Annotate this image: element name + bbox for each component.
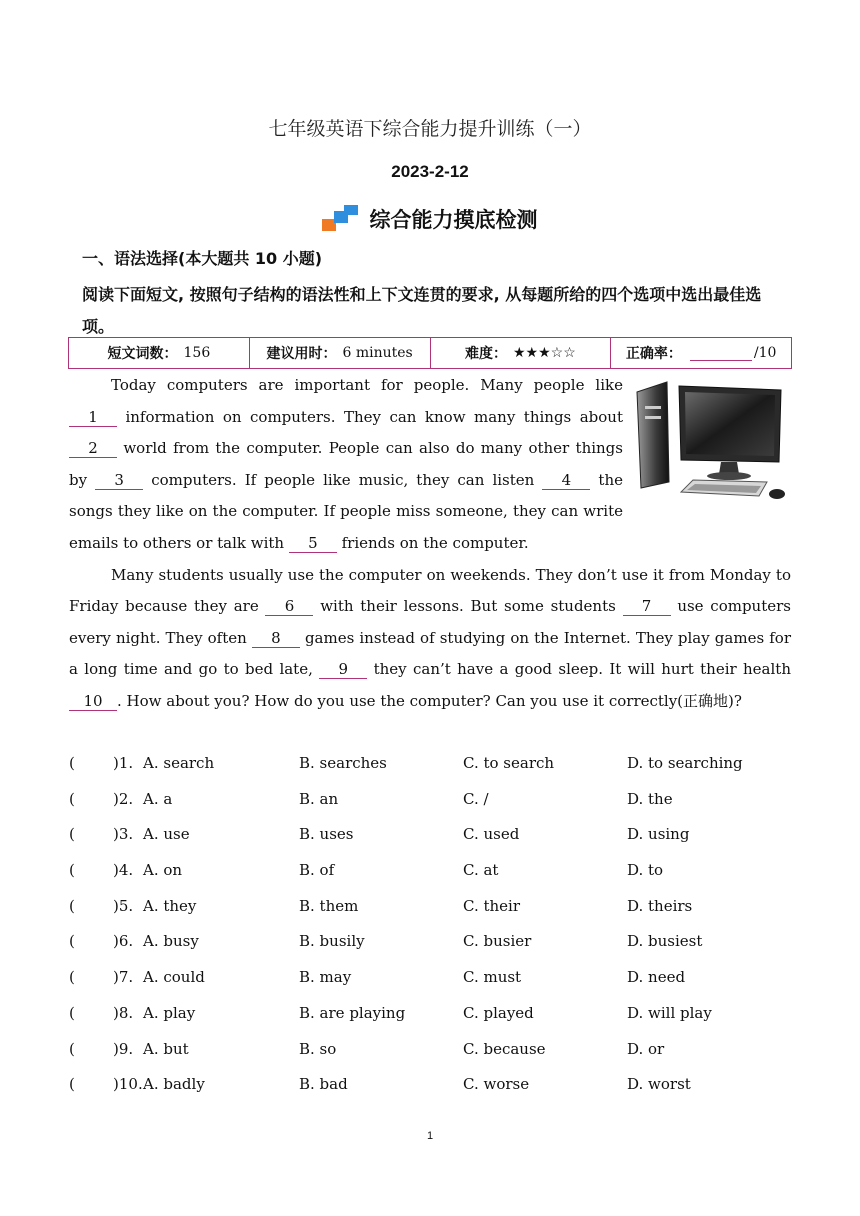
option-c[interactable]: C. at — [463, 861, 499, 880]
option-d[interactable]: D. theirs — [627, 896, 693, 915]
option-a[interactable]: A. could — [143, 968, 205, 987]
option-a[interactable]: A. play — [143, 1003, 196, 1022]
section-heading-text: 综合能力摸底检测 — [369, 208, 538, 232]
question-row — [69, 748, 809, 784]
word-count-value: 156 — [183, 345, 211, 361]
option-a[interactable]: A. they — [143, 896, 197, 915]
option-b[interactable]: B. are playing — [299, 1003, 406, 1022]
question-row — [69, 926, 809, 962]
question-number: )9. — [113, 1039, 134, 1058]
option-a[interactable]: A. use — [143, 825, 190, 844]
blank-4[interactable]: 4 — [542, 471, 590, 490]
question-number: )10. — [113, 1075, 143, 1094]
time-cell — [249, 338, 430, 368]
info-bar — [68, 337, 792, 369]
blank-10[interactable]: 10 — [69, 692, 117, 711]
answer-paren[interactable]: ( — [69, 1075, 75, 1094]
option-d[interactable]: D. busiest — [627, 932, 703, 951]
word-count-label: 短文词数： — [107, 346, 178, 362]
option-a[interactable]: A. search — [143, 754, 215, 772]
option-c[interactable]: C. to search — [463, 754, 555, 772]
question-row — [69, 1069, 809, 1105]
option-c[interactable]: C. played — [463, 1003, 534, 1022]
answer-paren[interactable]: ( — [69, 825, 75, 844]
question-number: )3. — [113, 825, 134, 844]
blank-8[interactable]: 8 — [252, 629, 300, 648]
option-c[interactable]: C. their — [463, 896, 521, 915]
option-d[interactable]: D. will play — [627, 1003, 712, 1022]
section-heading — [0, 204, 860, 234]
option-b[interactable]: B. searches — [299, 754, 387, 772]
question-number: )8. — [113, 1003, 134, 1022]
option-d[interactable]: D. to searching — [627, 754, 743, 772]
difficulty-stars: ★★★☆☆ — [512, 345, 576, 361]
page-number: 1 — [426, 1130, 434, 1142]
desktop-computer-illustration — [633, 376, 791, 506]
question-number: )2. — [113, 789, 134, 808]
option-d[interactable]: D. or — [627, 1039, 665, 1058]
document-date: 2023-2-12 — [391, 162, 469, 181]
option-b[interactable]: B. so — [299, 1039, 337, 1058]
question-row — [69, 998, 809, 1034]
option-d[interactable]: D. using — [627, 825, 690, 844]
passage-paragraph-2: Many students usually use the computer on weekends. They don’t use it from Monday to Friday because they are 6 with their lessons. But some students 7 use computers every night. They often 8 games instead of studying on the Internet. They play games for a long time and go to bed late, 9 they can’t have a good sleep. It will hurt their health 10 . How about you? How do you use the computer? Can you use it correctly(正确地)? — [69, 565, 791, 710]
option-d[interactable]: D. need — [627, 968, 686, 987]
answer-paren[interactable]: ( — [69, 754, 75, 772]
answer-paren[interactable]: ( — [69, 789, 75, 808]
option-b[interactable]: B. an — [299, 789, 339, 808]
accuracy-label: 正确率： — [625, 346, 682, 362]
question-row — [69, 962, 809, 998]
option-c[interactable]: C. used — [463, 825, 520, 844]
answer-paren[interactable]: ( — [69, 1039, 75, 1058]
question-number: )5. — [113, 896, 134, 915]
question-number: )4. — [113, 861, 134, 880]
option-a[interactable]: A. busy — [143, 932, 199, 951]
blank-2[interactable]: 2 — [69, 439, 117, 458]
accuracy-blank[interactable] — [690, 346, 752, 361]
option-b[interactable]: B. of — [299, 861, 335, 880]
option-c[interactable]: C. / — [463, 789, 489, 808]
stacked-blocks-icon — [322, 205, 360, 233]
accuracy-total: /10 — [753, 345, 777, 361]
option-d[interactable]: D. to — [627, 861, 664, 880]
option-c[interactable]: C. because — [463, 1039, 546, 1058]
passage-paragraph-1: Today computers are important for people. Many people like 1 information on computers. They can know many things about 2 world from the computer. People can also do many other things by 3 computers. If people like music, they can listen 4 the songs they like on the computer. If people miss someone, they can write emails to others or talk with 5 friends on the computer. — [69, 376, 623, 552]
difficulty-cell — [430, 338, 611, 368]
option-c[interactable]: C. must — [463, 968, 522, 987]
blank-7[interactable]: 7 — [623, 597, 671, 616]
answer-paren[interactable]: ( — [69, 932, 75, 951]
option-c[interactable]: C. busier — [463, 932, 532, 951]
question-row — [69, 819, 809, 855]
word-count-cell — [68, 338, 249, 368]
option-a[interactable]: A. but — [143, 1039, 189, 1058]
option-c[interactable]: C. worse — [463, 1075, 530, 1094]
option-a[interactable]: A. badly — [143, 1075, 205, 1094]
question-row — [69, 1034, 809, 1070]
question-row — [69, 855, 809, 891]
option-b[interactable]: B. may — [299, 968, 352, 987]
blank-1[interactable]: 1 — [69, 408, 117, 427]
option-b[interactable]: B. uses — [299, 825, 354, 844]
option-b[interactable]: B. bad — [299, 1075, 348, 1094]
option-b[interactable]: B. them — [299, 896, 359, 915]
blank-9[interactable]: 9 — [319, 660, 367, 679]
answer-paren[interactable]: ( — [69, 896, 75, 915]
part-instruction: 阅读下面短文, 按照句子结构的语法性和上下文连贯的要求, 从每题所给的四个选项中选出最佳选项。 — [82, 285, 762, 336]
blank-6[interactable]: 6 — [265, 597, 313, 616]
option-d[interactable]: D. the — [627, 789, 673, 808]
difficulty-label: 难度： — [464, 346, 507, 362]
option-a[interactable]: A. on — [143, 861, 183, 880]
answer-paren[interactable]: ( — [69, 1003, 75, 1022]
option-d[interactable]: D. worst — [627, 1075, 691, 1094]
blank-3[interactable]: 3 — [95, 471, 143, 490]
question-number: )1. — [113, 754, 134, 772]
answer-paren[interactable]: ( — [69, 861, 75, 880]
question-list — [69, 748, 809, 1105]
answer-paren[interactable]: ( — [69, 968, 75, 987]
question-row — [69, 891, 809, 927]
question-row — [69, 784, 809, 820]
reading-passage — [69, 370, 791, 718]
accuracy-cell — [610, 338, 792, 368]
time-label: 建议用时： — [266, 346, 337, 362]
blank-5[interactable]: 5 — [289, 534, 337, 553]
question-number: )7. — [113, 968, 134, 987]
option-a[interactable]: A. a — [143, 789, 173, 808]
option-b[interactable]: B. busily — [299, 932, 365, 951]
part-title: 一、语法选择(本大题共 10 小题) — [82, 249, 323, 268]
time-value: 6 minutes — [342, 345, 413, 361]
document-title: 七年级英语下综合能力提升训练（一） — [268, 118, 592, 140]
question-number: )6. — [113, 932, 134, 951]
